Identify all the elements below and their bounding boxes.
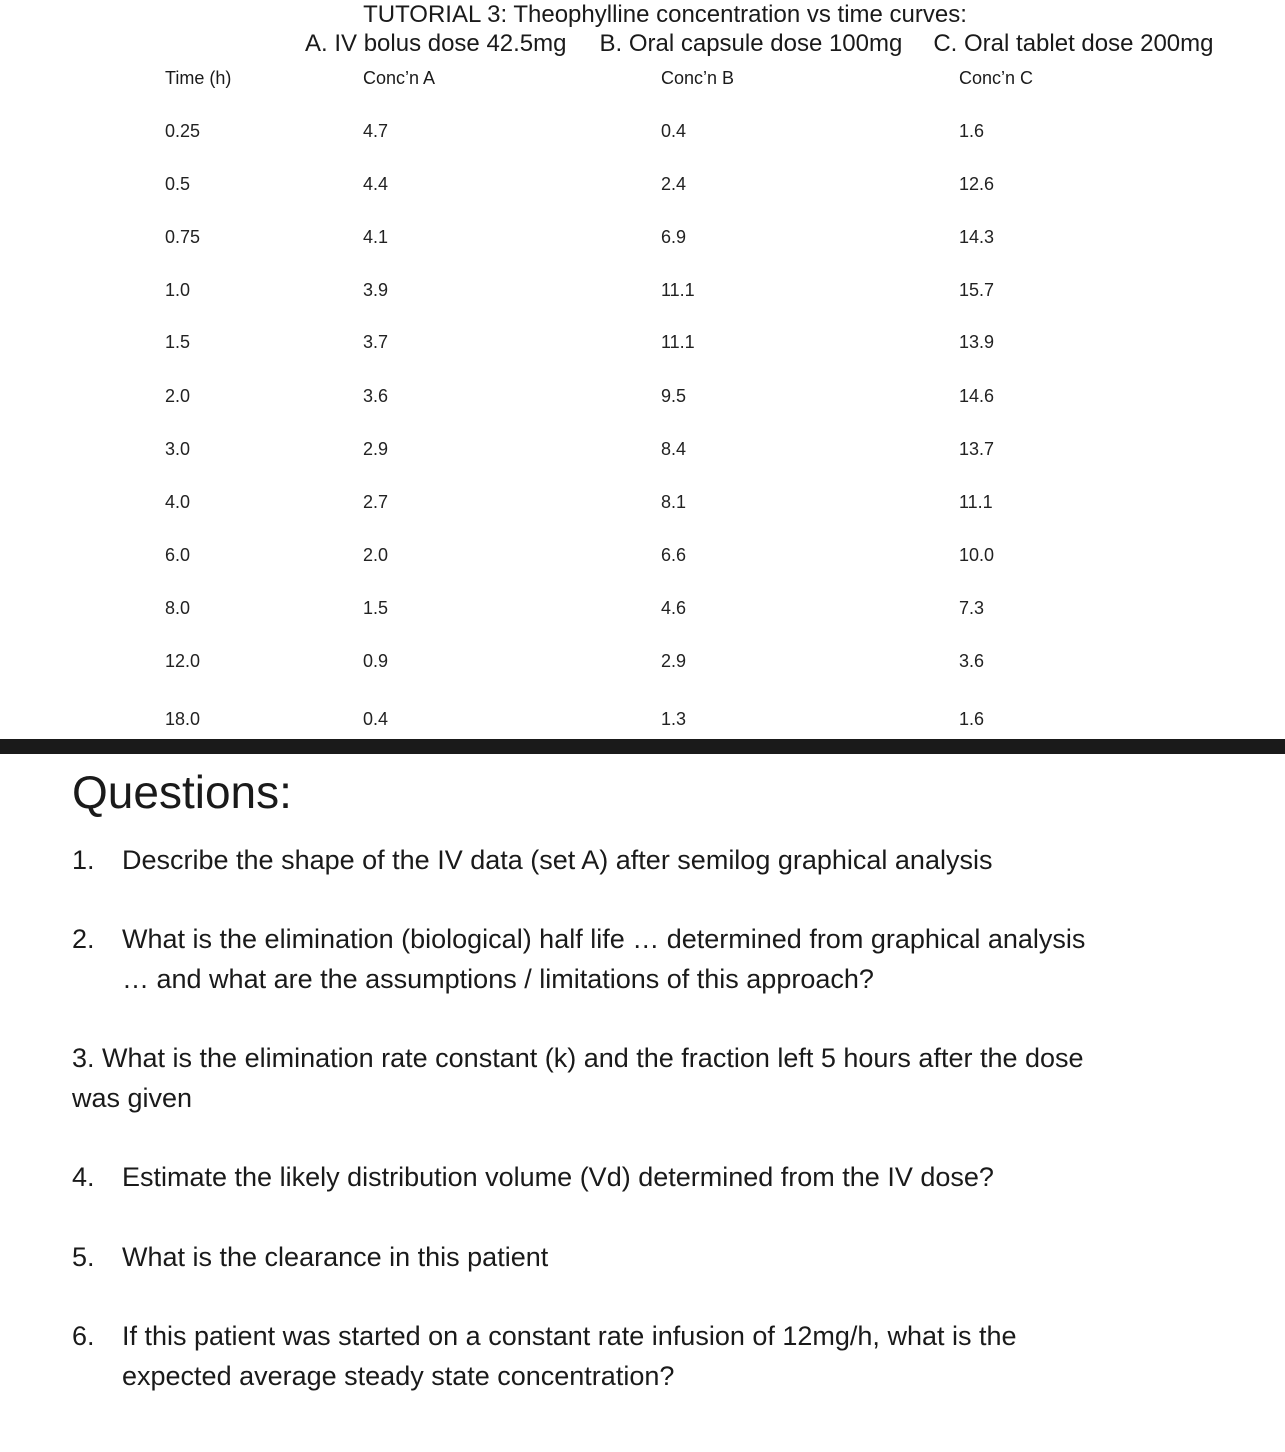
conc-b-cell: 2.4 [661,174,687,194]
time-cell: 4.0 [165,492,191,512]
conc-a-cell: 4.4 [363,174,389,194]
header-conc-c: Conc’n C [959,68,1034,88]
question-3-line2: was given [72,1083,193,1113]
header-conc-a: Conc’n A [363,68,436,88]
question-number: 2. [72,924,95,954]
conc-b-cell: 11.1 [661,332,695,352]
conc-a-cell: 3.6 [363,386,389,406]
time-cell: 0.75 [165,227,201,247]
time-cell: 0.25 [165,121,201,141]
conc-b-cell: 6.9 [661,227,687,247]
conc-a-cell: 3.9 [363,280,389,300]
conc-a-cell: 4.7 [363,121,389,141]
time-cell: 12.0 [165,651,201,671]
question-text-line1: If this patient was started on a constant rate infusion of 12mg/h, what is the [122,1321,1017,1351]
conc-a-cell: 1.5 [363,598,389,618]
conc-a-cell: 2.9 [363,439,389,459]
question-text-line2: expected average steady state concentration? [122,1361,675,1391]
conc-c-cell: 1.6 [959,121,985,141]
time-cell: 8.0 [165,598,191,618]
question-number: 6. [72,1321,95,1351]
subtitle-b: B. Oral capsule dose 100mg [599,30,903,57]
header-conc-b: Conc’n B [661,68,735,88]
conc-a-cell: 2.7 [363,492,389,512]
time-cell: 1.0 [165,280,191,300]
time-cell: 0.5 [165,174,191,194]
question-text-line1: What is the elimination (biological) half life … determined from graphical analysis [122,924,1086,954]
conc-b-cell: 2.9 [661,651,687,671]
time-cell: 18.0 [165,709,201,729]
question-number: 1. [72,845,95,875]
conc-c-cell: 10.0 [959,545,995,565]
conc-c-cell: 13.7 [959,439,995,459]
conc-b-cell: 8.4 [661,439,687,459]
conc-a-cell: 0.9 [363,651,389,671]
title-subtitles [305,29,1214,59]
conc-a-cell: 0.4 [363,709,389,729]
subtitle-a: A. IV bolus dose 42.5mg [305,30,567,57]
conc-c-cell: 1.6 [959,709,985,729]
conc-c-cell: 3.6 [959,651,985,671]
conc-c-cell: 12.6 [959,174,995,194]
conc-c-cell: 15.7 [959,280,995,300]
conc-b-cell: 1.3 [661,709,687,729]
question-text: What is the clearance in this patient [122,1242,549,1272]
conc-b-cell: 11.1 [661,280,695,300]
question-number: 4. [72,1162,95,1192]
conc-c-cell: 14.3 [959,227,995,247]
conc-b-cell: 0.4 [661,121,687,141]
conc-c-cell: 7.3 [959,598,985,618]
question-text: Describe the shape of the IV data (set A) after semilog graphical analysis [122,845,993,875]
question-text-line2: … and what are the assumptions / limitations of this approach? [122,964,874,994]
conc-b-cell: 6.6 [661,545,687,565]
subtitle-c: C. Oral tablet dose 200mg [933,30,1214,57]
conc-b-cell: 9.5 [661,386,687,406]
conc-a-cell: 3.7 [363,332,389,352]
conc-c-cell: 11.1 [959,492,993,512]
time-cell: 3.0 [165,439,191,459]
questions-heading: Questions: [72,766,292,818]
header-time: Time (h) [165,68,232,88]
title-main: TUTORIAL 3: Theophylline concentration vs time curves: [363,1,967,28]
time-cell: 2.0 [165,386,191,406]
section-divider [0,739,1285,754]
time-cell: 1.5 [165,332,191,352]
time-cell: 6.0 [165,545,191,565]
conc-a-cell: 2.0 [363,545,389,565]
conc-c-cell: 13.9 [959,332,995,352]
conc-b-cell: 4.6 [661,598,687,618]
conc-a-cell: 4.1 [363,227,389,247]
conc-c-cell: 14.6 [959,386,995,406]
question-number: 5. [72,1242,95,1272]
question-text: Estimate the likely distribution volume (Vd) determined from the IV dose? [122,1162,994,1192]
conc-b-cell: 8.1 [661,492,687,512]
question-3-line1: 3. What is the elimination rate constant (k) and the fraction left 5 hours after the dose [72,1043,1084,1073]
